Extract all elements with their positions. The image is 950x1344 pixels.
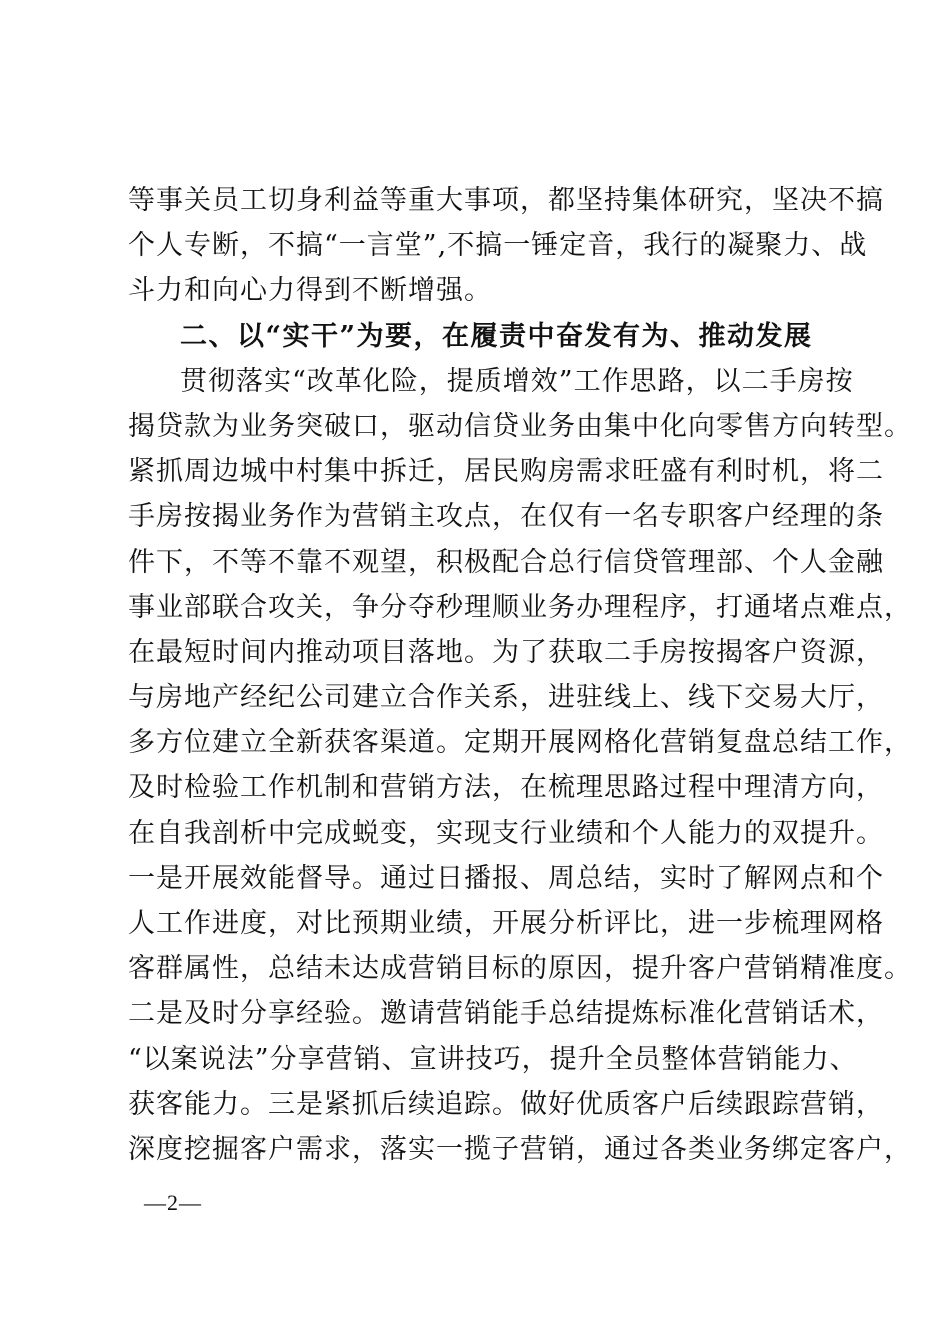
text-line: 在自我剖析中完成蜕变，实现支行业绩和个人能力的双提升。 (128, 817, 884, 849)
text-line: 件下，不等不靠不观望，积极配合总行信贷管理部、个人金融 (128, 546, 884, 578)
text-line: 多方位建立全新获客渠道。定期开展网格化营销复盘总结工作， (128, 727, 912, 759)
text-line: 获客能力。三是紧抓后续追踪。做好优质客户后续跟踪营销， (128, 1088, 884, 1120)
text-line: 人工作进度，对比预期业绩，开展分析评比，进一步梳理网格 (128, 908, 884, 939)
text-line: 手房按揭业务作为营销主攻点，在仅有一名专职客户经理的条 (128, 501, 884, 533)
page-number: —2— (144, 1190, 202, 1215)
text-line: 斗力和向心力得到不断增强。 (128, 275, 492, 307)
text-line: 揭贷款为业务突破口，驱动信贷业务由集中化向零售方向转型。 (128, 410, 912, 442)
text-line: 紧抓周边城中村集中拆迁，居民购房需求旺盛有利时机，将二 (128, 456, 884, 488)
text-line: 客群属性，总结未达成营销目标的原因，提升客户营销精准度。 (128, 953, 912, 985)
text-line: 等事关员工切身利益等重大事项，都坚持集体研究，坚决不搞 (128, 185, 884, 216)
text-line: 事业部联合攻关，争分夺秒理顺业务办理程序，打通堵点难点， (128, 591, 912, 623)
text-line: 与房地产经纪公司建立合作关系，进驻线上、线下交易大厅， (128, 682, 884, 714)
text-line: 在最短时间内推动项目落地。为了获取二手房按揭客户资源， (128, 636, 884, 668)
section-heading: 二、以“实干”为要，在履责中奋发有为、推动发展 (180, 320, 813, 352)
text-line: 二是及时分享经验。邀请营销能手总结提炼标准化营销话术， (128, 998, 884, 1030)
text-line: “以案说法”分享营销、宣讲技巧，提升全员整体营销能力、 (128, 1043, 858, 1075)
text-line: 及时检验工作机制和营销方法，在梳理思路过程中理清方向， (128, 772, 884, 804)
text-line: 一是开展效能督导。通过日播报、周总结，实时了解网点和个 (128, 862, 884, 894)
body-text (128, 178, 912, 1172)
text-line: 个人专断，不搞“一言堂”,不搞一锤定音，我行的凝聚力、战 (128, 230, 868, 262)
text-line: 深度挖掘客户需求，落实一揽子营销，通过各类业务绑定客户， (128, 1133, 912, 1165)
paragraph-first-line: 贯彻落实“改革化险，提质增效”工作思路，以二手房按 (180, 365, 854, 397)
